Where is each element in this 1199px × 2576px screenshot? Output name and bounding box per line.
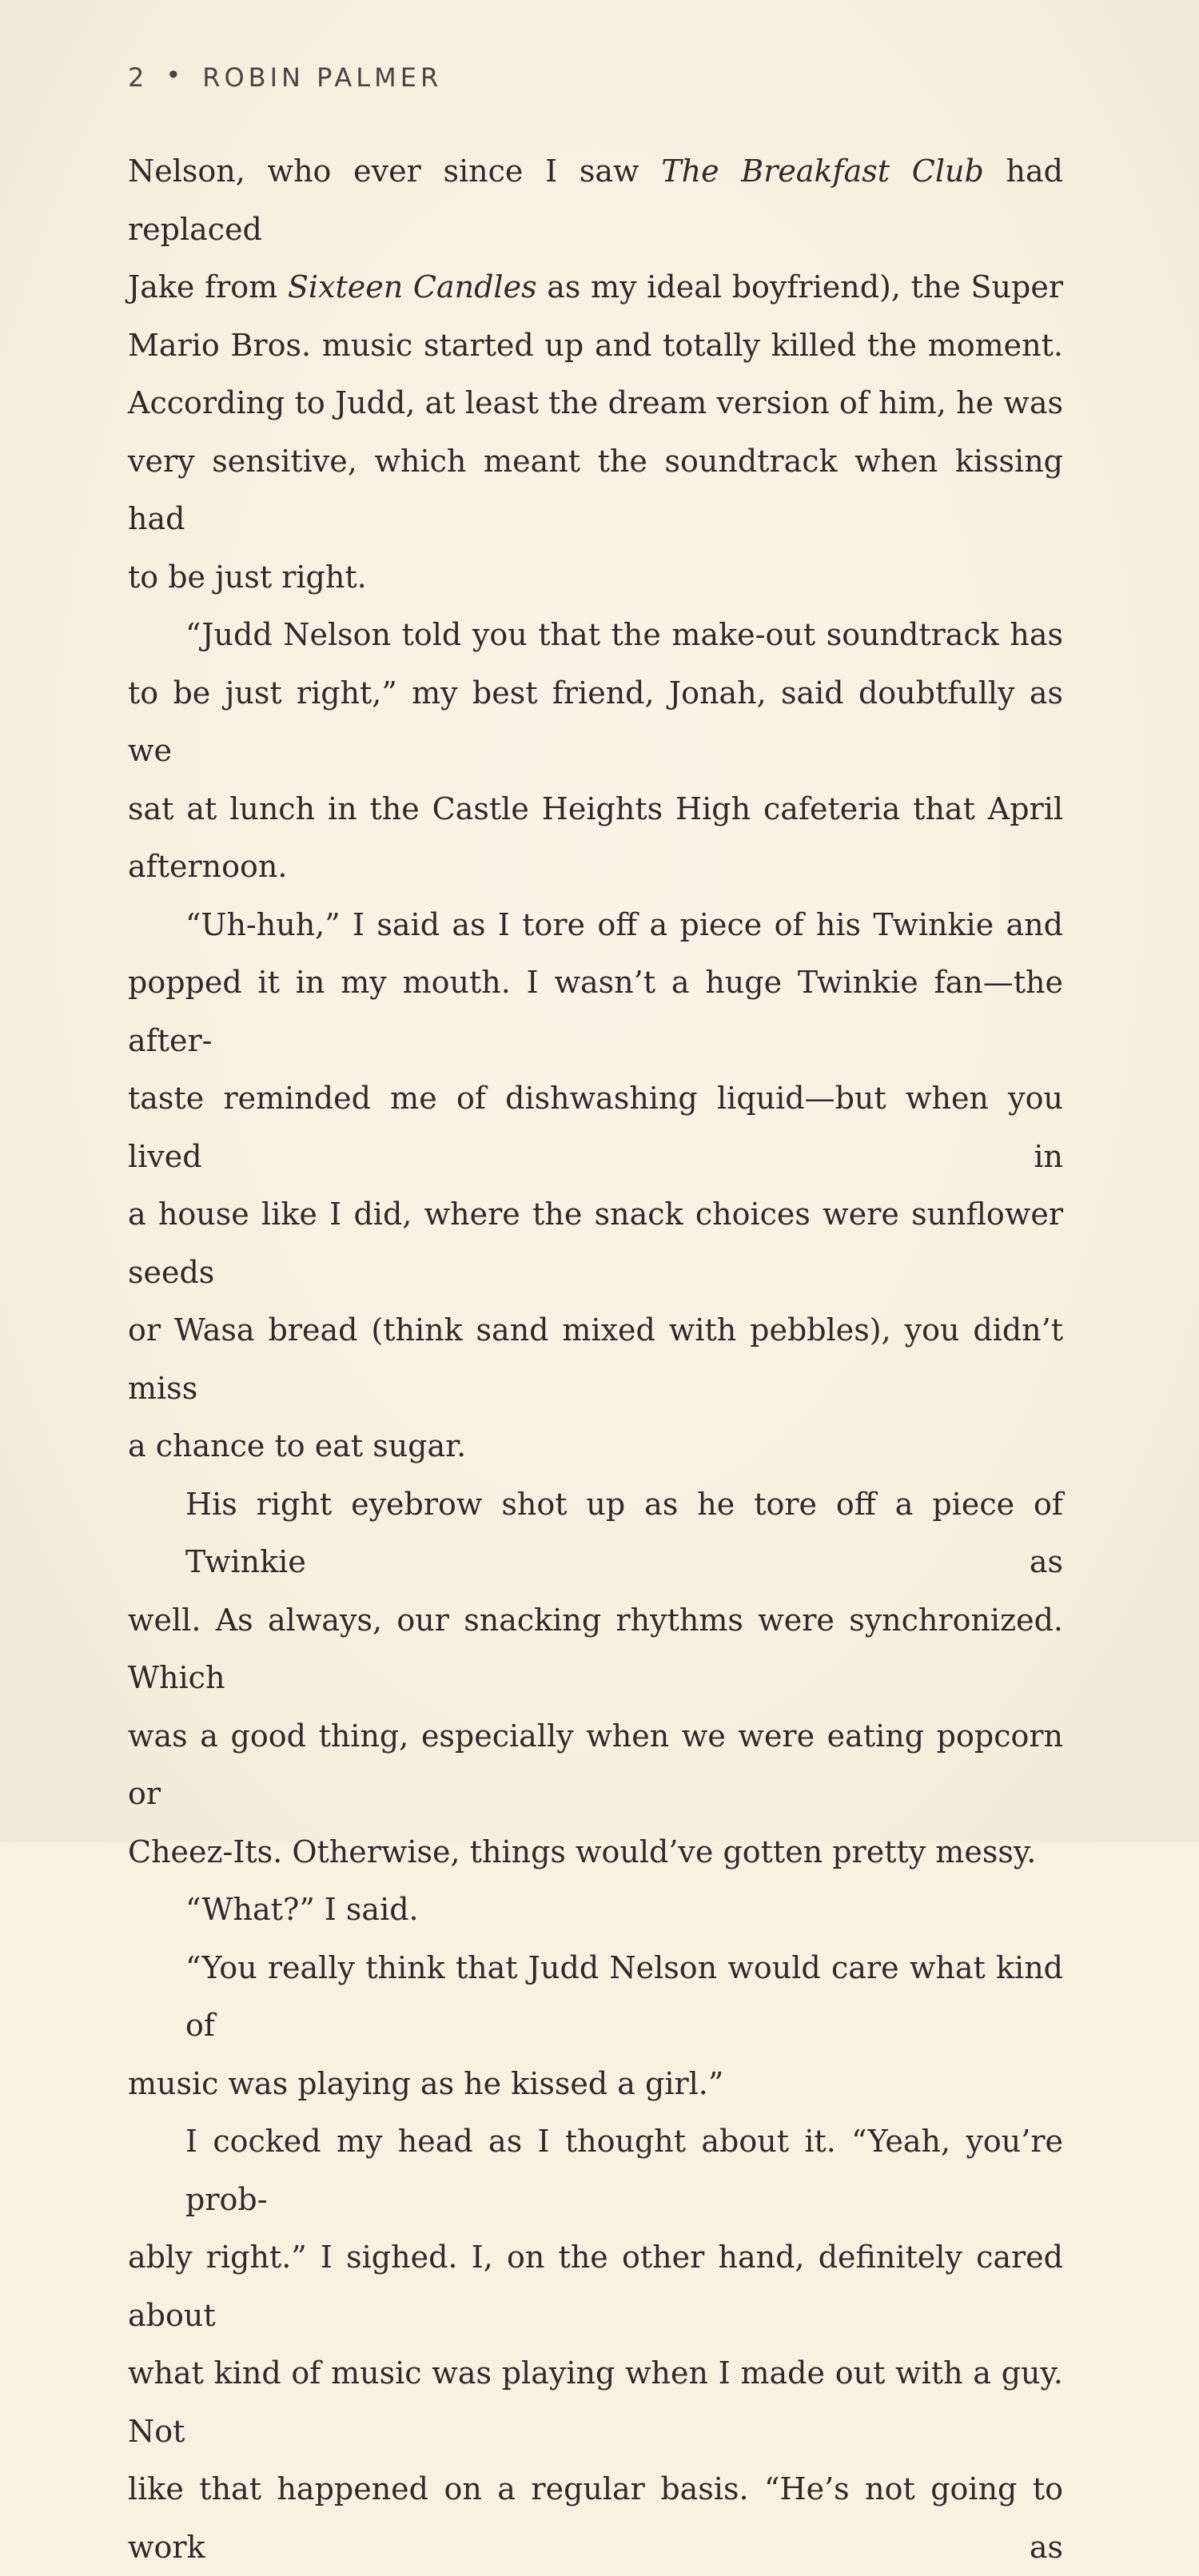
paragraph-7 xyxy=(128,2112,1063,2576)
running-head xyxy=(128,62,442,93)
body-text xyxy=(128,142,1063,2576)
page-number: 2 xyxy=(128,62,149,93)
paragraph-5 xyxy=(128,1881,1063,1939)
text-line-18: well. As always, our snacking rhythms were synchronized. Which xyxy=(128,1602,1063,1695)
text-line-24: I cocked my head as I thought about it. “Yeah, you’re prob- xyxy=(185,2124,1063,2217)
paragraph-4 xyxy=(128,1475,1063,1881)
paragraph-3 xyxy=(128,896,1063,1475)
text-line-22: “You really think that Judd Nelson would care what kind of xyxy=(185,1949,1063,2043)
text-line-5: very sensitive, which meant the soundtrack when kissing had xyxy=(128,443,1063,536)
text-line-14: a house like I did, where the snack choices were sunflower seeds xyxy=(128,1196,1063,1290)
text-line-19: was a good thing, especially when we were eating popcorn or xyxy=(128,1718,1063,1811)
text-line-3: Mario Bros. music started up and totally killed the moment. xyxy=(128,327,1063,363)
paragraph-1 xyxy=(128,142,1063,606)
text-line-21: “What?” I said. xyxy=(185,1892,419,1927)
film-title-sixteen-candles: Sixteen Candles xyxy=(287,269,537,305)
text-line-11: “Uh-huh,” I said as I tore off a piece of his Twinkie and xyxy=(185,906,1063,942)
text-line-25: ably right.” I sighed. I, on the other hand, definitely cared about xyxy=(128,2240,1063,2333)
author-name: ROBIN PALMER xyxy=(202,62,443,93)
text-line-23: music was playing as he kissed a girl.” xyxy=(128,2065,724,2101)
text-line-27: like that happened on a regular basis. “He’s not going to work as xyxy=(128,2471,1063,2565)
paragraph-6 xyxy=(128,1939,1063,2113)
text-line-13: taste reminded me of dishwashing liquid—but when you lived in xyxy=(128,1081,1063,1174)
text-line-4: According to Judd, at least the dream version of him, he was xyxy=(128,385,1063,420)
text-line-26: what kind of music was playing when I made out with a guy. Not xyxy=(128,2355,1063,2449)
film-title-breakfast-club: The Breakfast Club xyxy=(661,153,984,189)
text-line-16: a chance to eat sugar. xyxy=(128,1428,467,1463)
text-line-10: afternoon. xyxy=(128,849,288,884)
text-line-2: Jake from Sixteen Candles as my ideal boyfriend), the Super xyxy=(128,269,1063,305)
text-line-9: sat at lunch in the Castle Heights High cafeteria that April xyxy=(128,790,1063,826)
paragraph-2 xyxy=(128,606,1063,896)
text-line-20: Cheez-Its. Otherwise, things would’ve gotten pretty messy. xyxy=(128,1833,1037,1869)
text-line-12: popped it in my mouth. I wasn’t a huge Twinkie fan—the after- xyxy=(128,965,1063,1058)
text-line-1: Nelson, who ever since I saw The Breakfast Club had replaced xyxy=(128,153,1063,247)
text-line-6: to be just right. xyxy=(128,559,367,595)
text-line-15: or Wasa bread (think sand mixed with pebbles), you didn’t miss xyxy=(128,1312,1063,1406)
text-line-17: His right eyebrow shot up as he tore off a piece of Twinkie as xyxy=(185,1486,1063,1579)
header-separator: • xyxy=(165,60,185,90)
text-line-8: to be just right,” my best friend, Jonah, said doubtfully as we xyxy=(128,675,1063,768)
text-line-7: “Judd Nelson told you that the make-out soundtrack has xyxy=(185,617,1063,652)
